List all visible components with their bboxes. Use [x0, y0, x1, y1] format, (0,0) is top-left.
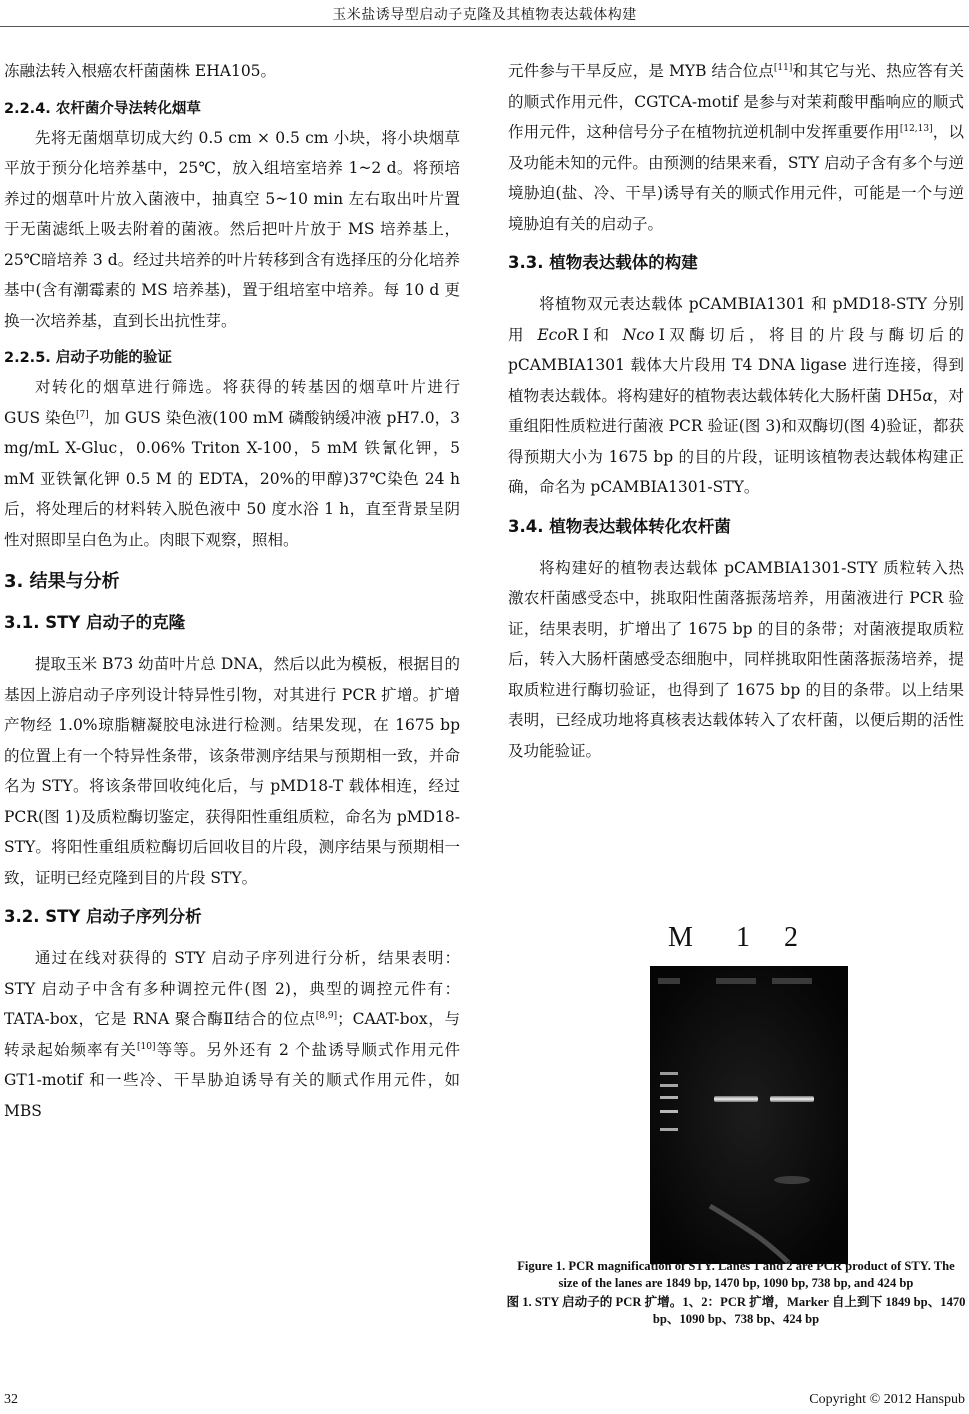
lane-label-2: 2 — [784, 922, 798, 953]
gel-electrophoresis-image — [650, 966, 848, 1264]
text-segment: ，对重组阳性质粒进行菌液 PCR 验证(图 3)和双酶切(图 4)验证，都获得预期大小为 1675 bp 的目的片段，证明该植物表达载体构建正确，命名为 pCAMBIA1301-STY。 — [508, 386, 964, 496]
lane-2-faint-band — [774, 1176, 810, 1184]
section-heading-3-4: 3.4. 植物表达载体转化农杆菌 — [508, 516, 731, 536]
citation-ref[interactable]: [11] — [773, 62, 793, 73]
gel-well — [772, 978, 812, 984]
marker-band — [660, 1096, 678, 1099]
paragraph-promoter-verification — [4, 372, 460, 555]
text-segment: RⅠ和 — [566, 325, 623, 344]
figure-1-caption — [506, 1258, 966, 1328]
gel-lane-labels — [666, 920, 866, 964]
section-heading-3-3: 3.3. 植物表达载体的构建 — [508, 253, 698, 272]
left-column — [4, 56, 460, 1126]
text-segment: 元件参与干旱反应，是 MYB 结合位点 — [508, 62, 774, 80]
enzyme-name-eco: Eco — [537, 325, 567, 344]
header-divider — [0, 26, 969, 27]
page-number: 32 — [4, 1392, 18, 1407]
text-segment: 将植物双元表达载体 pCAMBIA1301 和 pMD18-STY 分别用 — [508, 295, 964, 344]
gel-well — [658, 978, 680, 984]
paragraph-freeze-thaw: 冻融法转入根癌农杆菌菌株 EHA105。 — [4, 62, 277, 80]
text-segment: ，加 GUS 染色液(100 mM 磷酸钠缓冲液 pH7.0，3 mg/mL X-Gluc，0.06% Triton X-100，5 mM 铁氰化钾，5 mM 亚铁氰化钾 0.5 M 的 EDTA，20%的甲醇)37℃染色 24 h 后，将处理后的材料转入脱色液中 50 度水浴 1 h，直至背景呈阴性对照即呈白色为止。肉眼下观察，照相。 — [4, 408, 460, 549]
section-heading-3: 3. 结果与分析 — [4, 571, 120, 592]
text-segment: 对转化的烟草进行筛选。将获得的转基因的烟草叶片进行 GUS 染色 — [4, 378, 460, 427]
gel-background — [650, 966, 848, 1264]
copyright-notice: Copyright © 2012 Hanspub — [809, 1392, 965, 1407]
citation-ref[interactable]: [7] — [76, 409, 89, 420]
running-header: 玉米盐诱导型启动子克隆及其植物表达载体构建 — [332, 7, 637, 23]
lane-2-pcr-band — [770, 1096, 814, 1102]
paragraph-tobacco-transformation: 先将无菌烟草切成大约 0.5 cm × 0.5 cm 小块，将小块烟草平放于预分化培养基中，25℃，放入组培室培养 1~2 d。将预培养过的烟草叶片放入菌液中，抽真空 5~10 min 左右取出叶片置于无菌滤纸上吸去附着的菌液。然后把叶片放于 MS 培养基上，25℃暗培养 3 d。经过共培养的叶片转移到含有选择压的分化培养基中(含有潮霉素的 MS 培养基)，置于组培室中培养。每 10 d 更换一次培养基，直到长出抗性芽。 — [4, 128, 460, 330]
citation-ref[interactable]: [10] — [136, 1041, 156, 1052]
lane-1-pcr-band — [714, 1096, 758, 1102]
text-segment: 等等。另外还有 2 个盐诱导顺式作用元件 GT1-motif 和一些冷、干旱胁迫诱导有关的顺式作用元件，如 MBS — [4, 1040, 460, 1120]
text-segment: 和其它与光、热应答有关的顺式作用元件，CGTCA-motif 是参与对茉莉酸甲酯响应的顺式作用元件，这种信号分子在植物抗逆机制中发挥重要作用 — [508, 62, 964, 141]
marker-band — [660, 1084, 678, 1087]
figure-1-caption-chinese: 图 1. STY 启动子的 PCR 扩增。1、2：PCR 扩增，Marker 自上到下 1849 bp、1470 bp、1090 bp、738 bp、424 bp — [506, 1295, 966, 1326]
section-heading-3-2: 3.2. STY 启动子序列分析 — [4, 907, 202, 926]
citation-ref[interactable]: [12,13] — [899, 123, 933, 134]
paragraph-sty-cloning: 提取玉米 B73 幼苗叶片总 DNA，然后以此为模板，根据目的基因上游启动子序列设计特异性引物，对其进行 PCR 扩增。扩增产物经 1.0%琼脂糖凝胶电泳进行检测。结果发现，在 1675 bp 的位置上有一个特异性条带，该条带测序结果与预期相一致，并命名为 STY。将该条带回收纯化后，与 pMD18-T 载体相连，经过 PCR(图 1)及质粒酶切鉴定，获得阳性重组质粒，命名为 pMD18-STY。将阳性重组质粒酶切后回收目的片段，测序结果与预期相一致，证明已经克隆到目的片段 STY。 — [4, 655, 460, 887]
text-segment: ，以及功能未知的元件。由预测的结果来看，STY 启动子含有多个与逆境胁迫(盐、冷、干旱)诱导有关的顺式作用元件，可能是一个与逆境胁迫有关的启动子。 — [508, 123, 964, 233]
figure-1-caption-english: Figure 1. PCR magnification of STY. Lanes 1 and 2 are PCR product of STY. The size of the lanes are 1849 bp, 1470 bp, 1090 bp, 738 bp, and 424 bp — [517, 1259, 955, 1290]
enzyme-name-nco: Nco — [622, 325, 655, 344]
alpha-symbol: α — [922, 386, 933, 405]
lane-label-1: 1 — [736, 922, 750, 953]
gel-well — [716, 978, 756, 984]
section-heading-2-2-5: 2.2.5. 启动子功能的验证 — [4, 350, 172, 366]
section-heading-3-1: 3.1. STY 启动子的克隆 — [4, 613, 186, 632]
text-segment: Ⅰ双酶切后，将目的片段与酶切后的 pCAMBIA1301 载体大片段用 T4 DNA ligase 进行连接，得到植物表达载体。将构建好的植物表达载体转化大肠杆菌 DH5 — [508, 325, 964, 405]
paragraph-vector-construction — [508, 289, 964, 503]
paragraph-agrobacterium-transformation: 将构建好的植物表达载体 pCAMBIA1301-STY 质粒转入热激农杆菌感受态中，挑取阳性菌落振荡培养，用菌液进行 PCR 验证，结果表明，扩增出了 1675 bp 的目的条带；对菌液提取质粒后，转入大肠杆菌感受态细胞中，同样挑取阳性菌落振荡培养，提取质粒进行酶切验证，也得到了 1675 bp 的目的条带。以上结果表明，已经成功地将真核表达载体转入了农杆菌，以便后期的活性及功能验证。 — [508, 558, 964, 760]
text-segment: ；CAAT-box，与转录起始频率有关 — [4, 1010, 460, 1059]
text-segment: 通过在线对获得的 STY 启动子序列进行分析，结果表明：STY 启动子中含有多种调控元件(图 2)，典型的调控元件有：TATA-box，它是 RNA 聚合酶Ⅱ结合的位点 — [4, 949, 460, 1028]
citation-ref[interactable]: [8,9] — [315, 1010, 338, 1021]
marker-band — [660, 1110, 678, 1113]
right-column — [508, 56, 964, 766]
section-heading-2-2-4: 2.2.4. 农杆菌介导法转化烟草 — [4, 100, 201, 117]
paragraph-sequence-analysis-cont — [508, 56, 964, 239]
marker-band — [660, 1072, 678, 1075]
paragraph-sequence-analysis — [4, 943, 460, 1126]
marker-band — [660, 1128, 678, 1131]
lane-label-marker: M — [668, 922, 693, 953]
